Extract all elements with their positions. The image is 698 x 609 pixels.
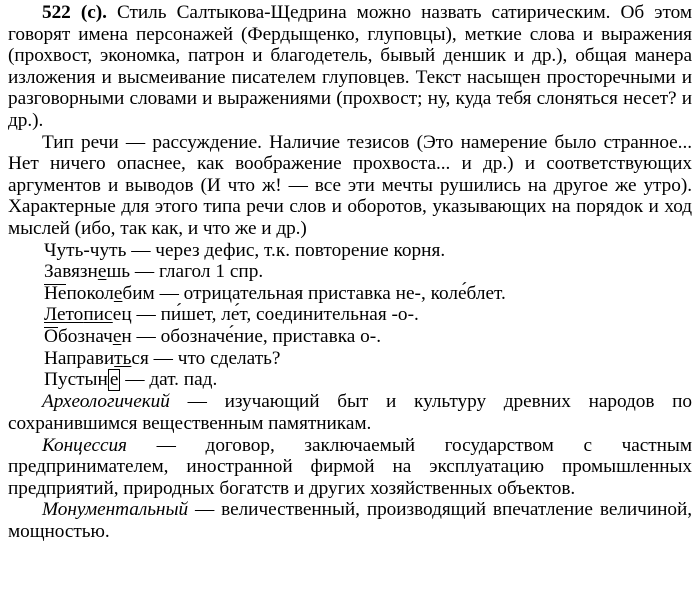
vocabulary-term: Монументальный [42, 499, 189, 521]
root-underline-second: пис [83, 304, 113, 326]
vocabulary-definition: — договор, заключаемый государством с частным предпринимателем, иностранной фирмой на эксплуатацию промышленных предприятий, природных богатств и других хозяйственных объектов. [8, 434, 692, 499]
vocabulary-entry-monumentalnyy [8, 499, 692, 542]
analysis-explanation: — пи́шет, ле́т, соединительная -о-. [136, 304, 419, 326]
paragraph-exercise-522 [8, 2, 692, 132]
analysis-explanation: — глагол 1 спр. [134, 261, 264, 283]
analysis-explanation: — через дефис, т.к. повторение корня. [131, 239, 446, 261]
root-underline-first: Ле [44, 304, 66, 326]
analysis-word-end: шь [106, 261, 131, 283]
analysis-word-mid: покол [66, 282, 114, 304]
vocabulary-term: Концессия [42, 434, 127, 456]
analysis-explanation: — дат. пад. [125, 369, 218, 391]
connector-underline: то [65, 304, 84, 326]
analysis-line-oboznachen [8, 326, 692, 348]
analysis-line-nepokolebim [8, 283, 692, 305]
analysis-explanation: — что сделать? [153, 347, 281, 369]
orthogram-underline: е [113, 282, 123, 304]
prefix-marker: Не [44, 282, 67, 304]
analysis-word-start: Направи [44, 347, 115, 369]
paragraph-body: Стиль Салтыкова-Щедрина можно назвать сатирическим. Об этом говорят имена персонажей (Фердыщенко, глуповцы), меткие слова и выражения (прохвост, экономка, патрон и благодетель, бывый деншик и др.), общая манера изложения и высмеивание писателем глуповцев. Текст насыщен просторечными и разговорными словами и выражениями (прохвост; ну, куда тебя слоняться несет? и др.). [8, 2, 692, 131]
analysis-word-end: ец [112, 304, 132, 326]
analysis-line-zavyaznesh [8, 261, 692, 283]
vocabulary-term: Археологичекий [42, 391, 170, 413]
exercise-number: 522 (с). [42, 2, 107, 23]
vocabulary-definition: — величественный, производящий впечатление величиной, мощностью. [8, 499, 692, 542]
analysis-explanation: — отрицательная приставка не-, коле́блет. [159, 282, 506, 304]
ending-box-marker: е [109, 369, 119, 391]
prefix-marker: О [44, 325, 58, 347]
analysis-line-napravitsya [8, 348, 692, 370]
analysis-word-start: Пустын [44, 369, 108, 391]
paragraph-body: Тип речи — рассуждение. Наличие тезисов (Это намерение было странное... Нет ничего опаснее, как воображение прохвоста... и др.) и соответствующих аргументов и выводов (И что ж! — все эти мечты рушились на другое же утро). Характерные для этого типа речи слов и оборотов, указывающих на порядок и ход мыслей (ибо, так как, и что же и др.) [8, 131, 692, 239]
analysis-explanation: — обозначе́ние, приставка о-. [136, 325, 382, 347]
analysis-word: Чуть-чуть [44, 239, 127, 261]
analysis-word-end: н [121, 325, 132, 347]
analysis-line-pustyne [8, 369, 692, 391]
paragraph-speech-type [8, 132, 692, 240]
orthogram-underline: е [112, 325, 122, 347]
analysis-word-end: ся [131, 347, 149, 369]
orthogram-underline: е [97, 261, 107, 283]
analysis-line-letopisec [8, 304, 692, 326]
analysis-line-chut-chut [8, 240, 692, 262]
orthogram-underline: ть [114, 347, 132, 369]
vocabulary-entry-koncessiya [8, 435, 692, 500]
vocabulary-definition: — изучающий быт и культуру древних народов по сохранившимся вещественным памятникам. [8, 391, 692, 434]
analysis-word-end: бим [122, 282, 155, 304]
analysis-word-mid: бознач [57, 325, 113, 347]
vocabulary-entry-arheologicheskiy [8, 391, 692, 434]
analysis-word-start: Завязн [44, 261, 98, 283]
